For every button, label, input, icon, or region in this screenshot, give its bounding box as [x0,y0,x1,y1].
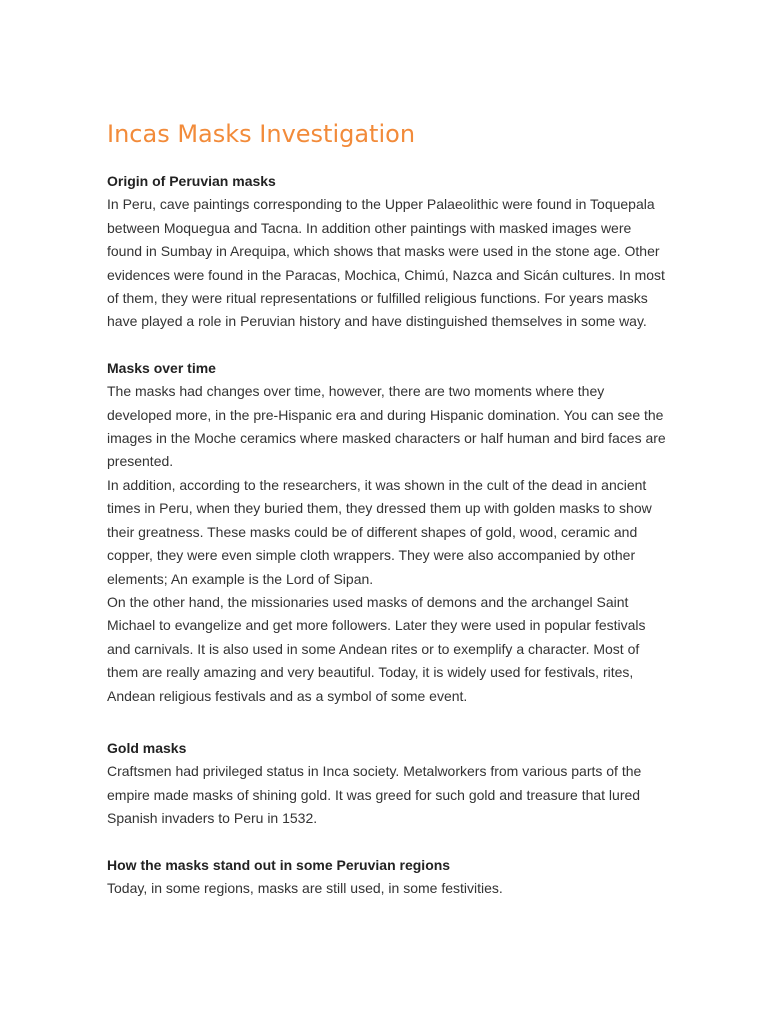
spacer [107,708,667,737]
section-heading: Gold masks [107,739,187,756]
section-masks-over-time [107,357,667,708]
paragraph: Craftsmen had privileged status in Inca society. Metalworkers from various parts of the empire made masks of shining gold. It was greed for such gold and treasure that lured Spanish invaders to Peru in 1532. [107,763,642,827]
paragraph: Today, in some regions, masks are still used, in some festivities. [107,879,503,896]
document-page [107,112,667,900]
paragraph: On the other hand, the missionaries used masks of demons and the archangel Saint Michael to evangelize and get more followers. Later they were used in popular festivals and carnivals. It is also used in some Andean rites or to exemplify a character. Most of them are really amazing and very beautiful. Today, it is widely used for festivals, rites, Andean religious festivals and as a symbol of some event. [107,593,646,704]
paragraph: In addition, according to the researchers, it was shown in the cult of the dead in ancient times in Peru, when they buried them, they dressed them up with golden masks to show their greatness. These masks could be of different shapes of gold, wood, ceramic and copper, they were even simple cloth wrappers. They were also accompanied by other elements; An example is the Lord of Sipan. [107,476,652,587]
section-heading: Origin of Peruvian masks [107,173,276,189]
spacer [107,831,667,854]
section-peruvian-regions [107,854,667,901]
spacer [107,334,667,357]
section-heading: How the masks stand out in some Peruvian regions [107,856,451,873]
section-gold-masks [107,737,667,831]
section-heading: Masks over time [107,359,216,376]
page-title: Incas Masks Investigation [107,120,416,148]
section-origin [107,170,667,334]
paragraph: The masks had changes over time, however, there are two moments where they developed more, in the pre-Hispanic era and during Hispanic domination. You can see the images in the Moche ceramics where masked characters or half human and bird faces are presented. [107,383,666,470]
paragraph: In Peru, cave paintings corresponding to the Upper Palaeolithic were found in Toquepala between Moquegua and Tacna. In addition other paintings with masked images were found in Sumbay in Arequipa, which shows that masks were used in the stone age. Other evidences were found in the Paracas, Mochica, Chimú, Nazca and Sicán cultures. In most of them, they were ritual representations or fulfilled religious functions. For years masks have played a role in Peruvian history and have distinguished themselves in some way. [107,196,665,330]
